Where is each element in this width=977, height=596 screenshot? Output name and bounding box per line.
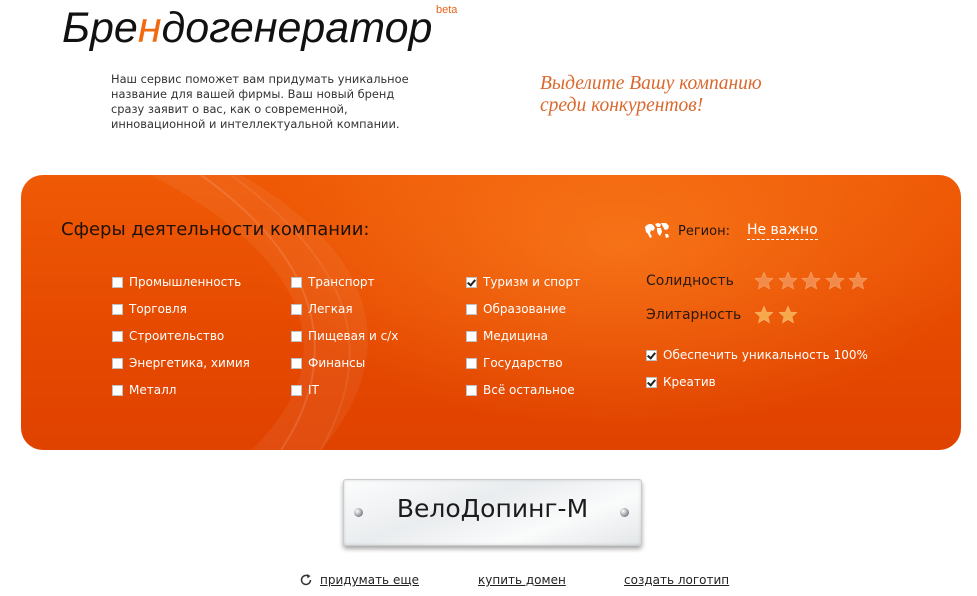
checkbox[interactable] xyxy=(646,350,657,361)
sphere-checkbox-item[interactable] xyxy=(291,302,353,316)
solidity-label: Солидность xyxy=(646,273,734,289)
sphere-checkbox-item[interactable] xyxy=(112,383,176,397)
star-icon[interactable] xyxy=(848,271,868,291)
sphere-label: Энергетика, химия xyxy=(129,356,250,370)
sphere-label: Транспорт xyxy=(308,275,375,289)
checkbox[interactable] xyxy=(291,385,302,396)
create-logo-link[interactable]: создать логотип xyxy=(624,573,730,587)
intro-text: Наш сервис поможет вам придумать уникальное название для вашей фирмы. Ваш новый бренд сразу заявит о вас, как о современной, инновационной и интеллектуальной компании. xyxy=(111,72,409,131)
region-dropdown[interactable]: Не важно xyxy=(746,222,818,238)
sphere-checkbox-item[interactable] xyxy=(291,275,375,289)
generated-name-plate xyxy=(343,479,642,546)
sphere-checkbox-item[interactable] xyxy=(112,302,187,316)
checkbox[interactable] xyxy=(291,277,302,288)
elitism-stars xyxy=(754,305,801,325)
refresh-icon[interactable] xyxy=(299,573,313,587)
sphere-checkbox-item[interactable] xyxy=(466,275,580,289)
sphere-label: Пищевая и с/х xyxy=(308,329,399,343)
sphere-label: Всё остальное xyxy=(483,383,575,397)
settings-panel xyxy=(21,175,961,450)
star-icon[interactable] xyxy=(801,271,821,291)
option-label: Креатив xyxy=(663,375,716,389)
logo xyxy=(62,4,432,53)
beta-badge: beta xyxy=(436,4,458,16)
checkbox[interactable] xyxy=(112,277,123,288)
sphere-checkbox-item[interactable] xyxy=(291,329,398,343)
sphere-checkbox-item[interactable] xyxy=(291,383,319,397)
sphere-label: Торговля xyxy=(129,302,187,316)
checkbox[interactable] xyxy=(466,385,477,396)
spheres-title: Сферы деятельности компании: xyxy=(61,219,370,240)
sphere-checkbox-item[interactable] xyxy=(112,356,250,370)
checkbox[interactable] xyxy=(112,304,123,315)
logo-part-2: догенератор xyxy=(161,4,433,52)
star-icon[interactable] xyxy=(754,305,774,325)
solidity-stars xyxy=(754,271,872,291)
sphere-label: Образование xyxy=(483,302,566,316)
checkbox[interactable] xyxy=(466,304,477,315)
checkbox[interactable] xyxy=(646,377,657,388)
sphere-label: Промышленность xyxy=(129,275,242,289)
checkbox[interactable] xyxy=(291,304,302,315)
sphere-label: IT xyxy=(308,383,319,397)
checkbox[interactable] xyxy=(112,331,123,342)
checkbox[interactable] xyxy=(112,385,123,396)
sphere-checkbox-item[interactable] xyxy=(466,383,575,397)
sphere-label: Государство xyxy=(483,356,563,370)
sphere-checkbox-item[interactable] xyxy=(466,356,563,370)
buy-domain-link[interactable]: купить домен xyxy=(478,573,566,587)
star-icon[interactable] xyxy=(825,271,845,291)
checkbox[interactable] xyxy=(466,358,477,369)
logo-part-1: Бре xyxy=(62,4,138,52)
region-selector xyxy=(644,221,818,241)
star-icon[interactable] xyxy=(754,271,774,291)
sphere-checkbox-item[interactable] xyxy=(291,356,365,370)
checkbox[interactable] xyxy=(291,358,302,369)
generate-more-link[interactable]: придумать еще xyxy=(320,573,420,587)
solidity-rating xyxy=(646,271,872,291)
slogan-line-1: Выделите Вашу компанию xyxy=(540,73,762,94)
sphere-checkbox-item[interactable] xyxy=(466,302,566,316)
option-checkbox-item[interactable] xyxy=(646,348,868,362)
sphere-label: Туризм и спорт xyxy=(483,275,581,289)
checkbox[interactable] xyxy=(291,331,302,342)
sphere-checkbox-item[interactable] xyxy=(112,329,224,343)
region-label: Регион: xyxy=(678,223,730,239)
sphere-label: Металл xyxy=(129,383,177,397)
elitism-rating xyxy=(646,305,801,325)
sphere-checkbox-item[interactable] xyxy=(466,329,548,343)
option-label: Обеспечить уникальность 100% xyxy=(663,348,868,362)
elitism-label: Элитарность xyxy=(646,307,742,323)
sphere-label: Строительство xyxy=(129,329,225,343)
sphere-label: Легкая xyxy=(308,302,353,316)
world-map-icon xyxy=(644,221,670,241)
sphere-label: Медицина xyxy=(483,329,548,343)
slogan-line-2: среди конкурентов! xyxy=(540,95,704,116)
sphere-checkbox-item[interactable] xyxy=(112,275,241,289)
checkbox[interactable] xyxy=(466,331,477,342)
logo-accent-letter: н xyxy=(137,4,162,52)
star-icon[interactable] xyxy=(778,271,798,291)
sphere-label: Финансы xyxy=(308,356,366,370)
star-icon[interactable] xyxy=(778,305,798,325)
slogan xyxy=(540,73,762,117)
generated-name: ВелоДопинг-М xyxy=(396,494,589,523)
checkbox[interactable] xyxy=(112,358,123,369)
option-checkbox-item[interactable] xyxy=(646,375,716,389)
checkbox[interactable] xyxy=(466,277,477,288)
